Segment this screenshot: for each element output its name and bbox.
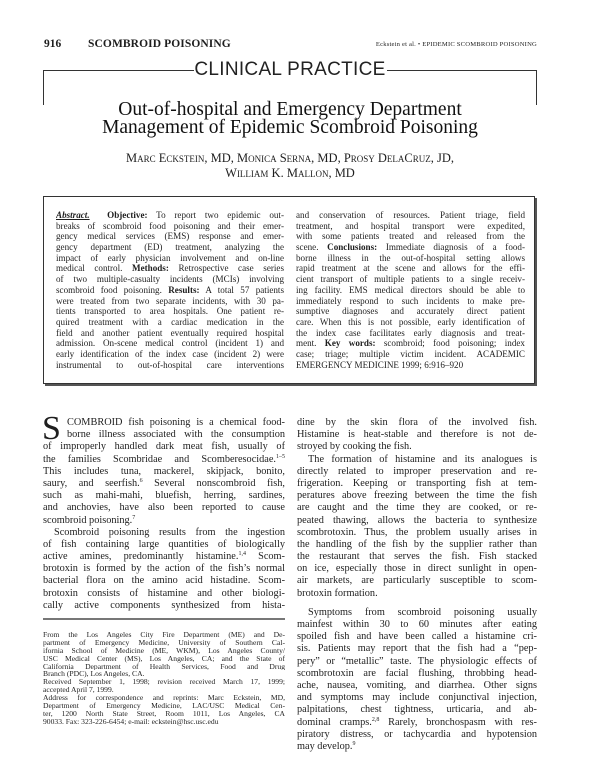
text-segment: To report two epidemic out-: [147, 210, 284, 220]
text-segment: palpitations, chest tightness, urticaria, and ab-: [297, 704, 537, 716]
text-line: [296, 263, 525, 274]
text-line: [297, 588, 537, 600]
text-segment: Conclusions:: [327, 242, 378, 253]
text-line: [43, 639, 285, 647]
text-segment: and conservation of resources. Patient triage, field: [296, 210, 525, 220]
text-segment: The formation of histamine and its analogues is: [308, 453, 537, 465]
text-segment: ing facility. EMS medical directors should be able to: [296, 284, 525, 295]
text-segment: scombroid; food poisoning; index: [375, 338, 525, 349]
text-line: [297, 607, 537, 619]
text-line: [297, 575, 537, 587]
text-line: [56, 231, 284, 242]
text-segment: quired treatment with a cardiac medication in the: [56, 316, 284, 327]
text-segment: of fish containing large quantities of biologically: [43, 538, 285, 550]
text-line: [43, 478, 285, 490]
text-segment: treatment, and hospital transport were expedited,: [296, 220, 525, 231]
text-segment: California Department of Health Services, Food and Drug: [43, 662, 285, 671]
text-segment: peratures above freezing between the time the fish: [297, 490, 537, 502]
text-segment: A total 57 patients: [199, 284, 284, 295]
text-line: [296, 328, 525, 339]
running-header-right: Eckstein et al. • EPIDEMIC SCOMBROID POISONING: [375, 41, 537, 48]
authors-line: Marc Eckstein, MD, Monica Serna, MD, Prosy DelaCruz, JD,: [125, 151, 455, 165]
text-line: [43, 718, 285, 726]
text-line: [296, 306, 525, 317]
text-segment: on ice, especially those in direct sunlight in open-: [297, 563, 537, 575]
text-segment: Key words:: [324, 338, 376, 349]
text-line: [297, 441, 537, 453]
text-segment: gency department (ED) treatment, analyzing the: [56, 242, 284, 253]
running-title: SCOMBROID POISONING: [88, 38, 231, 50]
text-segment: dine by the skin flora of the involved fish.: [297, 417, 537, 428]
text-segment: admission. On-scene medical control (incident 1) and: [56, 338, 284, 349]
text-line: [43, 663, 285, 671]
text-segment: USC Medical Center (MS), Los Angeles, CA; and the State of: [43, 654, 285, 663]
text-line: [56, 242, 284, 253]
text-segment: sis. Patients may report that the fish had a “pep-: [297, 643, 537, 655]
text-line: [56, 210, 284, 221]
text-line: [297, 692, 537, 704]
text-segment: brotoxin consists of histamine and other biologi-: [43, 587, 285, 599]
text-segment: pery” or “metallic” taste. The physiologic effects of: [297, 655, 537, 667]
text-segment: 9: [352, 740, 356, 747]
text-line: [56, 253, 284, 264]
text-line: [296, 285, 525, 296]
text-line: [296, 360, 525, 371]
article-title: [40, 101, 540, 136]
text-line: [43, 417, 285, 429]
text-segment: 2,8: [371, 716, 380, 723]
text-segment: peated thawing, allows the bacteria to synthesize: [297, 514, 537, 526]
text-line: [56, 306, 284, 317]
text-segment: scene.: [296, 242, 328, 253]
text-segment: borne illness in the out-of-hospital setting allows: [296, 252, 525, 263]
text-segment: Scombroid poisoning results from the ingestion: [54, 526, 285, 538]
text-line: [56, 274, 284, 285]
text-segment: of two multiple-casualty incidents (MCIs) involving: [56, 274, 284, 285]
text-segment: scombrotoxin. Thus, the problem usually arises in: [297, 526, 537, 538]
text-segment: frigeration. Keeping or transporting fish at tem-: [297, 477, 537, 489]
body-column-right: [297, 417, 537, 753]
text-line: [297, 539, 537, 551]
text-line: [43, 551, 285, 563]
authors-line: William K. Mallon, MD: [225, 166, 355, 180]
text-segment: spoiled fish and have been called a histamine cri-: [297, 631, 537, 643]
text-segment: partment of Emergency Medicine, University of Southern Cal-: [43, 638, 285, 647]
text-line: [43, 647, 285, 655]
text-segment: borne illness associated with the consumption: [67, 429, 285, 441]
text-line: [43, 702, 285, 710]
text-segment: such as mahi-mahi, bluefish, herring, sardines,: [43, 490, 285, 502]
text-segment: active amines, predominantly histamine.: [43, 551, 239, 563]
text-line: [296, 221, 525, 232]
text-segment: 1–5: [276, 453, 285, 460]
text-line: [43, 631, 285, 639]
text-segment: rapid treatment at the scene and allows for the effi-: [296, 263, 525, 274]
text-line: [56, 360, 284, 371]
text-line: [297, 741, 537, 753]
text-line: [56, 263, 284, 274]
text-line: [297, 551, 537, 563]
text-segment: Several nonscombroid fish,: [142, 477, 285, 489]
text-line: [296, 210, 525, 221]
text-segment: medical control.: [56, 263, 132, 274]
text-line: [297, 490, 537, 502]
text-segment: Objective:: [107, 210, 148, 220]
text-line: [297, 656, 537, 668]
text-line: [43, 600, 285, 612]
text-line: [43, 694, 285, 702]
text-line: [296, 231, 525, 242]
footnotes: [43, 631, 285, 726]
text-line: [297, 417, 537, 429]
text-segment: impact of early physician involvement and on-line: [56, 252, 284, 263]
text-segment: directly related to improper preservation and re-: [297, 465, 537, 477]
text-segment: dominal cramps.: [297, 716, 372, 728]
text-segment: with some patients treated and released from the: [296, 231, 525, 242]
text-line: [297, 515, 537, 527]
text-line: [43, 686, 285, 694]
text-line: [297, 631, 537, 643]
text-segment: Received September 1, 1998; revision received March 17, 1999;: [43, 678, 285, 687]
text-segment: breaks of scombroid food poisoning and their emer-: [56, 220, 284, 231]
text-segment: scombrotoxin are facial flushing, throbbing head-: [297, 667, 537, 679]
text-line: [297, 478, 537, 490]
text-segment: bacterial flora on the amino acid histadine. Scom-: [43, 575, 285, 587]
text-segment: mainfest within 30 to 60 minutes after eating: [297, 619, 537, 630]
text-segment: and anchovies, have also been reported to cause: [43, 502, 285, 514]
text-line: [296, 338, 525, 349]
text-line: [297, 563, 537, 575]
title-line: Out-of-hospital and Emergency Department: [118, 99, 462, 120]
section-label: CLINICAL PRACTICE: [194, 59, 386, 80]
text-line: [56, 317, 284, 328]
text-segment: Address for correspondence and reprints: Marc Eckstein, MD,: [43, 694, 285, 703]
text-segment: of improperly handled dark meat fish, usually of: [43, 441, 285, 453]
text-line: [297, 643, 537, 655]
text-line: [43, 515, 285, 527]
text-segment: may develop.: [297, 740, 353, 752]
text-segment: Department of Emergency Medicine, LAC/USC Medical Cen-: [43, 702, 285, 710]
text-segment: 7: [132, 514, 136, 521]
text-segment: saury, and seerfish.: [43, 477, 140, 489]
text-segment: care. When this is not possible, early identification of: [296, 316, 525, 327]
text-line: [43, 670, 285, 678]
text-line: [297, 429, 537, 441]
text-line: [43, 710, 285, 718]
text-segment: Rarely, bronchospasm with res-: [379, 716, 537, 728]
text-segment: Scom-: [245, 551, 285, 563]
text-segment: and symptoms may include conjunctival injection,: [297, 692, 537, 704]
text-line: [43, 441, 285, 453]
text-line: [43, 575, 285, 587]
text-segment: cient transport of multiple patients to a single receiv-: [296, 274, 525, 285]
text-line: [43, 502, 285, 514]
text-segment: brotoxin formation.: [297, 587, 378, 599]
text-segment: Methods:: [132, 263, 169, 274]
text-line: [43, 429, 285, 441]
text-line: [296, 349, 525, 360]
text-segment: the restaurant that serves the fish. Fish stacked: [297, 551, 537, 563]
authors: [40, 151, 540, 181]
title-line: Management of Epidemic Scombroid Poisoning: [102, 116, 478, 138]
text-line: [56, 328, 284, 339]
page-number: 916: [44, 38, 62, 50]
text-segment: tients transported to area hospitals. One patient re-: [56, 306, 284, 317]
text-segment: were treated from two separate incidents, with 30 pa-: [56, 295, 284, 306]
text-line: [43, 539, 285, 551]
text-line: [297, 502, 537, 514]
text-segment: piratory distress, or tachycardia and hypotension: [297, 728, 537, 740]
text-segment: Branch (PDC), Los Angeles, CA.: [43, 670, 145, 679]
text-line: [296, 253, 525, 264]
text-line: [297, 729, 537, 741]
text-segment: Symptoms from scombroid poisoning usually: [308, 606, 537, 618]
text-segment: early identification of the index case (incident 2) were: [56, 348, 284, 359]
text-segment: brotoxin is formed by the action of the fish’s normal: [43, 563, 285, 575]
text-segment: stroyed by cooking the fish.: [297, 441, 412, 453]
text-segment: This includes tuna, mackerel, skipjack, bonito,: [43, 465, 285, 477]
text-segment: ifornia School of Medicine (ME, WKM), Los Angeles County/: [43, 646, 285, 655]
footnote-rule: [43, 618, 285, 620]
text-segment: are caught and the time they are cooked, or re-: [297, 502, 537, 514]
text-segment: From the Los Angeles City Fire Department (ME) and De-: [43, 631, 285, 639]
text-segment: scombroid poisoning.: [43, 514, 133, 526]
text-segment: the index case facilitates early diagnosis and treat-: [296, 327, 525, 338]
text-segment: sumptive diagnoses and accurately direct patient: [296, 306, 525, 317]
text-line: [43, 490, 285, 502]
text-segment: ter, 1200 North State Street, Room 1011, Los Angeles, CA: [43, 709, 285, 718]
abstract-column-right: [296, 210, 525, 370]
text-segment: accepted April 7, 1999.: [43, 686, 114, 695]
text-line: [43, 678, 285, 686]
text-line: [56, 221, 284, 232]
text-segment: EMERGENCY MEDICINE 1999; 6:916–920: [296, 359, 464, 370]
text-line: [297, 466, 537, 478]
text-segment: 6: [139, 477, 143, 484]
text-segment: 1,4: [238, 551, 246, 558]
text-segment: the families Scombridae and Scomberesocidae.: [43, 453, 276, 465]
text-line: [297, 717, 537, 729]
text-line: [56, 349, 284, 360]
text-line: [56, 338, 284, 349]
text-segment: Immediate diagnosis of a food-: [377, 242, 525, 253]
text-line: [43, 563, 285, 575]
text-segment: COMBROID fish poisoning is a chemical food-: [67, 417, 285, 428]
abstract-column-left: [56, 210, 284, 370]
text-segment: field and another patient eventually required hospital: [56, 327, 284, 338]
text-line: [43, 527, 285, 539]
text-line: [297, 619, 537, 631]
text-line: [296, 274, 525, 285]
text-segment: case; triage; multiple victim incident. ACADEMIC: [296, 348, 525, 359]
text-line: [297, 668, 537, 680]
text-line: [297, 454, 537, 466]
text-segment: ment.: [296, 338, 325, 349]
text-segment: 90033. Fax: 323-226-6454; e-mail: eckstein@hsc.usc.edu: [43, 717, 219, 726]
text-segment: cally active components synthesized from hista-: [43, 599, 285, 611]
text-line: [297, 680, 537, 692]
text-segment: Abstract.: [56, 210, 90, 220]
text-segment: the handling of the fish by the supplier rather than: [297, 538, 537, 550]
text-line: [56, 296, 284, 307]
text-line: [43, 588, 285, 600]
drop-cap: S: [42, 410, 61, 447]
text-line: [43, 454, 285, 466]
text-segment: air markets, are particularly susceptible to scom-: [297, 575, 537, 587]
text-segment: instrumental to out-of-hospital care interventions: [56, 359, 284, 370]
text-segment: scombroid food poisoning.: [56, 284, 169, 295]
text-line: [296, 242, 525, 253]
text-segment: Histamine is heat-stable and therefore is not de-: [297, 429, 537, 441]
text-line: [297, 527, 537, 539]
text-line: [297, 704, 537, 716]
text-line: [296, 317, 525, 328]
text-segment: [90, 210, 108, 220]
text-segment: Results:: [168, 284, 200, 295]
text-segment: immediately respond to such incidents to make pre-: [296, 295, 525, 306]
text-segment: gency medical services (EMS) response and emer-: [56, 231, 284, 242]
text-segment: ache, nausea, vomiting, and diarrhea. Other signs: [297, 679, 537, 691]
text-line: [43, 655, 285, 663]
text-line: [56, 285, 284, 296]
text-line: [296, 296, 525, 307]
text-line: [43, 466, 285, 478]
body-column-left: [42, 410, 285, 612]
text-segment: Retrospective case series: [168, 263, 284, 274]
